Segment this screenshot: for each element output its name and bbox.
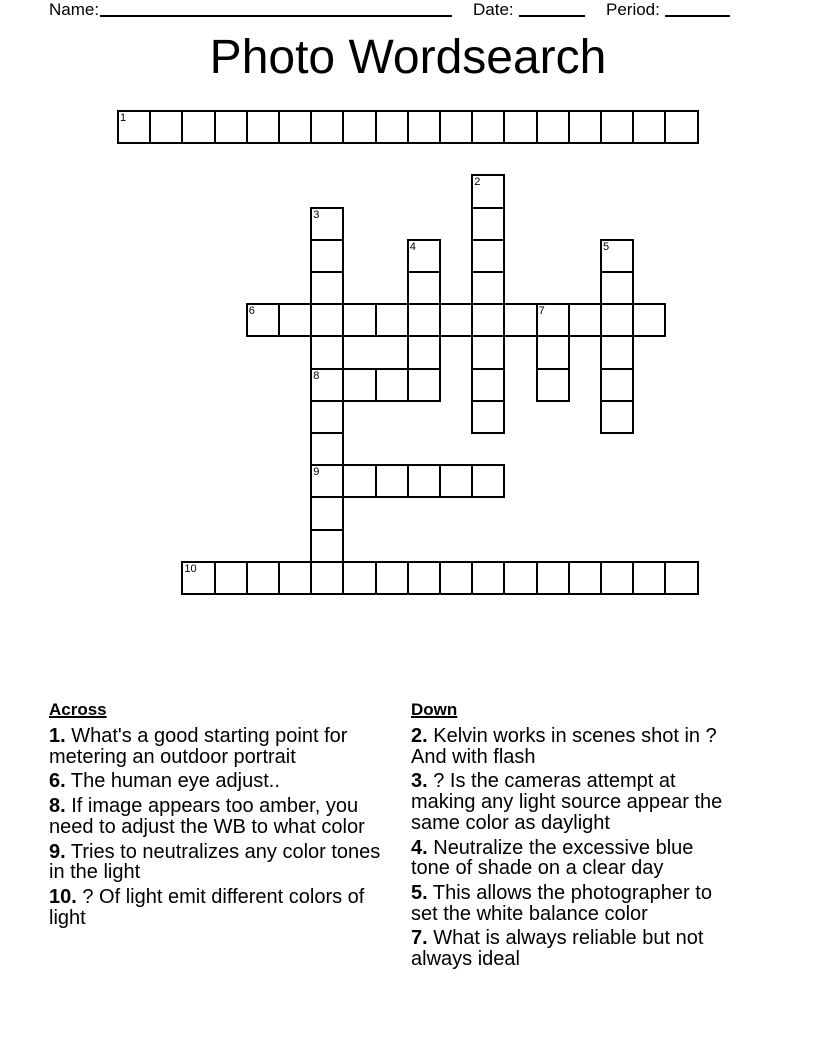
grid-cell[interactable] — [407, 239, 441, 273]
grid-cell[interactable] — [310, 110, 344, 144]
grid-cell[interactable] — [407, 335, 441, 369]
grid-cell[interactable] — [600, 110, 634, 144]
clue-item: 9. Tries to neutralizes any color tones in the light — [49, 840, 381, 884]
grid-cell[interactable] — [278, 303, 312, 337]
date-label: Date: — [473, 0, 514, 19]
grid-cell-number: 9 — [313, 466, 320, 479]
grid-cell[interactable] — [503, 303, 537, 337]
grid-cell[interactable] — [600, 561, 634, 595]
clue-number: 8. — [49, 795, 66, 818]
grid-cell[interactable] — [310, 496, 344, 530]
grid-cell[interactable] — [342, 368, 376, 402]
grid-cell[interactable] — [310, 432, 344, 466]
clue-number: 4. — [411, 836, 428, 859]
clue-item: 1. What's a good starting point for metering an outdoor portrait — [49, 725, 348, 768]
clue-item: 7. What is always reliable but not always ideal — [411, 927, 704, 971]
grid-cell[interactable] — [536, 335, 570, 369]
grid-cell[interactable] — [342, 464, 376, 498]
grid-cell[interactable] — [600, 271, 634, 305]
grid-cell-number: 3 — [313, 208, 320, 221]
grid-cell[interactable] — [471, 464, 505, 498]
grid-cell[interactable] — [117, 110, 151, 144]
grid-cell[interactable] — [471, 368, 505, 402]
grid-cell[interactable] — [310, 529, 344, 563]
grid-cell[interactable] — [471, 271, 505, 305]
grid-cell[interactable] — [310, 271, 344, 305]
grid-cell[interactable] — [310, 561, 344, 595]
grid-cell[interactable] — [536, 303, 570, 337]
grid-cell[interactable] — [278, 110, 312, 144]
grid-cell[interactable] — [568, 561, 602, 595]
grid-cell[interactable] — [375, 110, 409, 144]
grid-cell[interactable] — [664, 561, 698, 595]
grid-cell[interactable] — [407, 271, 441, 305]
grid-cell[interactable] — [471, 561, 505, 595]
grid-cell[interactable] — [181, 110, 215, 144]
clue-item: 10. ? Of light emit different colors of light — [49, 885, 365, 929]
grid-cell[interactable] — [149, 110, 183, 144]
grid-cell[interactable] — [214, 561, 248, 595]
grid-cell[interactable] — [600, 335, 634, 369]
grid-cell[interactable] — [342, 561, 376, 595]
clue-number: 7. — [411, 927, 428, 950]
grid-cell-number: 2 — [474, 176, 481, 189]
grid-cell[interactable] — [568, 110, 602, 144]
grid-cell[interactable] — [246, 303, 280, 337]
down-heading: Down — [411, 700, 458, 719]
down-clue-list — [411, 726, 735, 970]
grid-cell[interactable] — [536, 110, 570, 144]
grid-cell[interactable] — [503, 110, 537, 144]
worksheet-title: Photo Wordsearch — [209, 31, 607, 84]
grid-cell-number: 6 — [248, 305, 255, 318]
grid-cell-number: 4 — [409, 240, 416, 253]
grid-cell[interactable] — [568, 303, 602, 337]
grid-cell[interactable] — [664, 110, 698, 144]
clue-item: 2. Kelvin works in scenes shot in ? And with flash — [411, 725, 717, 768]
grid-cell[interactable] — [439, 303, 473, 337]
grid-cell[interactable] — [407, 110, 441, 144]
grid-cell[interactable] — [246, 110, 280, 144]
grid-cell[interactable] — [536, 561, 570, 595]
across-clues — [49, 700, 381, 932]
clue-number: 3. — [411, 770, 428, 793]
grid-cell-number: 5 — [603, 240, 610, 253]
grid-cell[interactable] — [600, 239, 634, 273]
grid-cell[interactable] — [407, 561, 441, 595]
name-label: Name: — [49, 0, 100, 19]
grid-cell[interactable] — [214, 110, 248, 144]
grid-cell[interactable] — [471, 303, 505, 337]
grid-cell[interactable] — [310, 303, 344, 337]
grid-cell[interactable] — [471, 335, 505, 369]
grid-cell-number: 1 — [120, 112, 127, 124]
clue-item: 6. The human eye adjust.. — [49, 770, 280, 793]
grid-cell-number: 7 — [538, 305, 545, 318]
clue-item: 8. If image appears too amber, you need to adjust the WB to what color — [49, 795, 365, 838]
across-heading: Across — [49, 700, 107, 719]
clue-item: 4. Neutralize the excessive blue tone of shade on a clear day — [411, 836, 694, 880]
grid-cell[interactable] — [246, 561, 280, 595]
grid-cell[interactable] — [310, 464, 344, 498]
grid-cell[interactable] — [375, 561, 409, 595]
grid-cell[interactable] — [278, 561, 312, 595]
grid-cell[interactable] — [375, 368, 409, 402]
grid-cell[interactable] — [600, 368, 634, 402]
grid-cell[interactable] — [310, 368, 344, 402]
grid-cell[interactable] — [471, 239, 505, 273]
grid-cell[interactable] — [600, 303, 634, 337]
grid-cell[interactable] — [632, 110, 666, 144]
grid-cell[interactable] — [632, 303, 666, 337]
grid-cell[interactable] — [471, 400, 505, 434]
grid-cell[interactable] — [181, 561, 215, 595]
grid-cell[interactable] — [439, 561, 473, 595]
grid-cell[interactable] — [310, 400, 344, 434]
down-clues — [411, 700, 735, 974]
grid-cell[interactable] — [310, 239, 344, 273]
grid-cell[interactable] — [471, 174, 505, 208]
clue-number: 5. — [411, 881, 428, 904]
grid-cell[interactable] — [375, 303, 409, 337]
grid-cell[interactable] — [310, 207, 344, 241]
grid-cell[interactable] — [342, 303, 376, 337]
period-label: Period: — [606, 0, 660, 19]
grid-cell[interactable] — [439, 464, 473, 498]
grid-cell[interactable] — [342, 110, 376, 144]
clue-number: 6. — [49, 770, 66, 793]
grid-cell[interactable] — [600, 400, 634, 434]
grid-cell-number: 10 — [184, 562, 197, 575]
grid-cell[interactable] — [632, 561, 666, 595]
grid-cell[interactable] — [407, 303, 441, 337]
grid-cell[interactable] — [471, 207, 505, 241]
grid-cell[interactable] — [375, 464, 409, 498]
clue-number: 9. — [49, 840, 66, 863]
grid-cell[interactable] — [407, 464, 441, 498]
grid-cell[interactable] — [439, 110, 473, 144]
grid-cell[interactable] — [503, 561, 537, 595]
across-clue-list — [49, 726, 381, 928]
clue-number: 1. — [49, 725, 66, 747]
grid-cell[interactable] — [407, 368, 441, 402]
grid-cell-number: 8 — [313, 369, 320, 382]
grid-cell[interactable] — [471, 110, 505, 144]
grid-cell[interactable] — [310, 335, 344, 369]
grid-cell[interactable] — [536, 368, 570, 402]
clue-number: 10. — [49, 885, 77, 908]
clue-item: 5. This allows the photographer to set the white balance color — [411, 881, 712, 925]
clue-number: 2. — [411, 725, 428, 747]
clue-item: 3. ? Is the cameras attempt at making any light source appear the same color as daylight — [411, 770, 723, 834]
